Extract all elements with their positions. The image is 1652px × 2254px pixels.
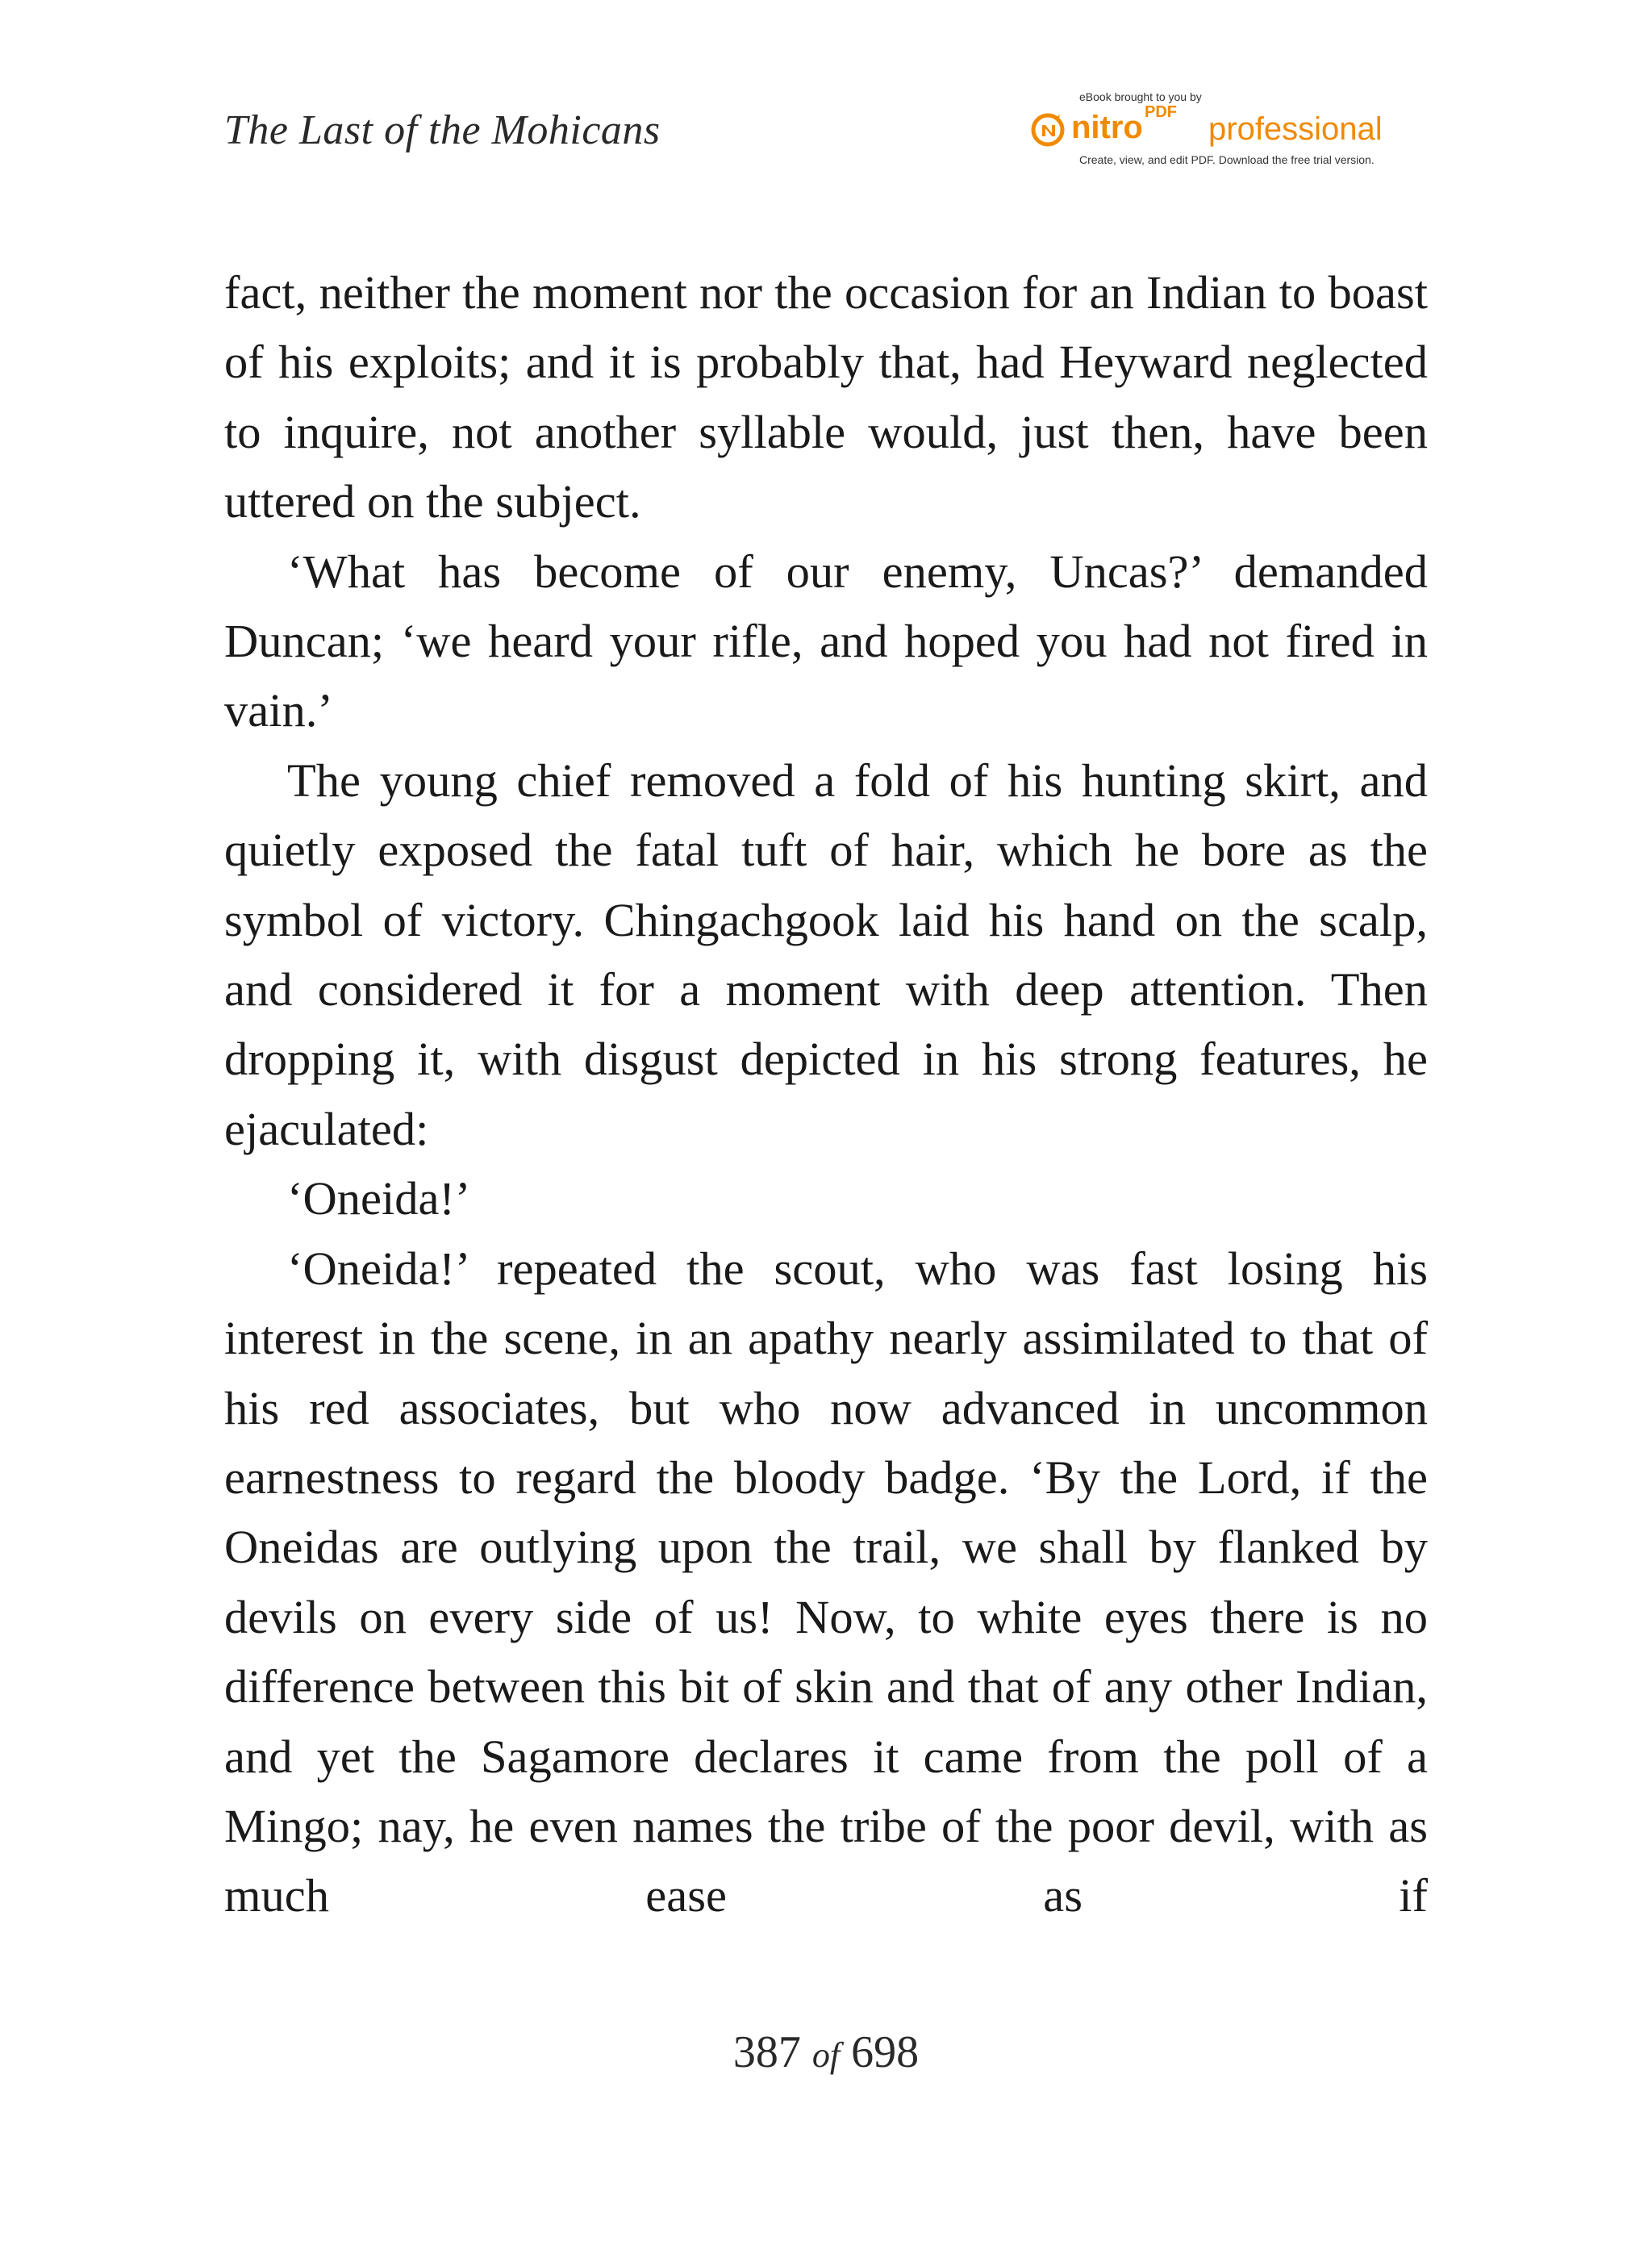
nitro-logo-icon (1031, 113, 1065, 147)
running-title: The Last of the Mohicans (224, 107, 661, 153)
ad-tagline-bottom: Create, view, and edit PDF. Download the free trial version. (1079, 153, 1375, 166)
paragraph: ‘What has become of our enemy, Uncas?’ demanded Duncan; ‘we heard your rifle, and hoped you had not fired in vain.’ (224, 545, 1428, 737)
page-of-label: of (811, 2035, 841, 2075)
ad-product: professional (1208, 111, 1383, 147)
ad-brand: nitro (1071, 110, 1143, 145)
ad-tagline-top: eBook brought to you by (1079, 90, 1202, 103)
paragraph: fact, neither the moment nor the occasion for an Indian to boast of his exploits; and it is probably that, had Heyward neglected to inquire, not another syllable would, just then, have been uttered on the subject. (224, 266, 1428, 528)
ad-brand-superscript: PDF (1145, 103, 1177, 121)
current-page: 387 (732, 2027, 801, 2077)
paragraph: ‘Oneida!’ repeated the scout, who was fast losing his interest in the scene, in an apathy nearly assimilated to that of his red associates, but who now advanced in uncommon earnestness to regard the bloody badge. ‘By the Lord, if the Oneidas are outlying upon the trail, we shall by flanked by devils on every side of us! Now, to white eyes there is no difference between this bit of skin and that of any other Indian, and yet the Sagamore declares it came from the poll of a Mingo; nay, he even names the tribe of the poor devil, with as much ease as if (224, 1242, 1428, 1922)
nitro-pdf-ad[interactable] (1031, 90, 1410, 171)
total-pages: 698 (851, 2027, 920, 2077)
page-number (0, 2027, 1652, 2078)
body-text (224, 258, 1428, 1931)
paragraph: ‘Oneida!’ (287, 1172, 471, 1225)
paragraph: The young chief removed a fold of his hunting skirt, and quietly exposed the fatal tuft of hair, which he bore as the symbol of victory. Chingachgook laid his hand on the scalp, and considered it for a moment with deep attention. Then dropping it, with disgust depicted in his strong features, he ejaculated: (224, 753, 1428, 1155)
